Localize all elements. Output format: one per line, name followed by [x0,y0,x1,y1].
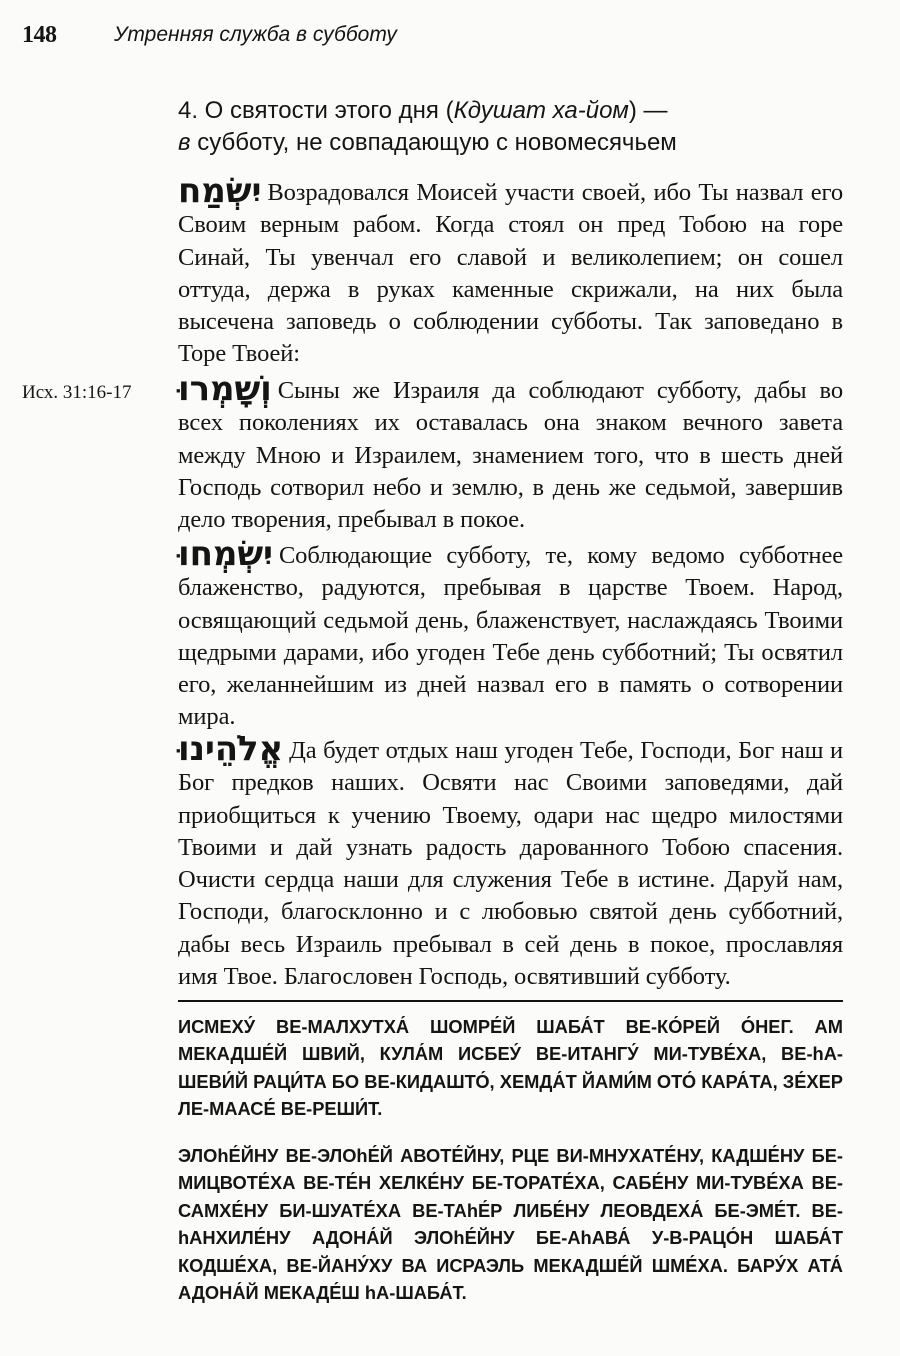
paragraph-text: Возрадовался Моисей участи своей, ибо Ты назвал его Своим верным рабом. Когда стоял он пред Тобою на горе Синай, Ты увенчал его славой и великолепием; он сошел оттуда, держа в руках каменные скрижали, на них была высечена заповедь о соблюдении субботы. Так заповедано в Торе Твоей: [178,179,843,368]
margin-reference: Исх. 31:16-17 [22,382,132,403]
hebrew-lead-word: יִשְׂמַח [178,171,262,211]
section-title [178,95,838,159]
section-title-start: 4. О святости этого дня ( [178,97,454,124]
transliteration-2: ЭЛОhЕ́ЙНУ ВЕ-ЭЛОhЕ́Й АВОТЕ́ЙНУ, РЦЕ ВИ-МНУХАТЕ́НУ, КАДШЕ́НУ БЕ-МИЦВОТЕ́ХА ВЕ-ТЕ́Н ХЕЛКЕ́НУ БЕ-ТОРАТЕ́ХА, САБЕ́НУ МИ-ТУВЕ́ХА ВЕ-САМХЕ́НУ БИ-ШУАТЕ́ХА ВЕ-ТАhЕ́Р ЛИБЕ́НУ ЛЕОВДЕХА́ БЕ-ЭМЕ́Т. ВЕ-hАНХИЛЕ́НУ АДОНА́Й ЭЛОhЕ́ЙНУ БЕ-АhАВА́ У-В-РАЦО́Н ШАБА́Т КОДШЕ́ХА, ВЕ-ЙАНУ́ХУ ВА ИСРАЭЛЬ МЕКАДШЕ́Й ШМЕ́ХА. БАРУ́Х АТА́ АДОНА́Й МЕКАДЕ́Ш hА-ШАБА́Т. [178,1145,843,1304]
paragraph-text: Сыны же Израиля да соблюдают субботу, дабы во всех поколениях их оставалась она знаком вечного завета между Мною и Израилем, знамением того, что в шесть дней Господь сотворил небо и землю, в день же седьмой, завершив дело творения, пребывал в покое. [178,377,843,534]
page-header [22,18,882,58]
hebrew-lead-word: אֱלֹהֵינוּ [178,729,284,769]
running-title: Утренняя служба в субботу [114,23,397,46]
paragraph-text: Соблюдающие субботу, те, кому ведомо субботнее блаженство, радуются, пребывая в царстве Твоем. Народ, освящающий седьмой день, блаженствует, наслаждаясь Твоими щедрыми дарами, ибо угоден Тебе день субботний; Ты освятил его, желаннейшим из дней назвал его в память о сотворении мира. [178,542,843,731]
section-subtitle-italic: в [178,129,191,156]
page-number: 148 [22,22,57,48]
paragraph-3 [178,534,843,734]
section-subtitle: субботу, не совпадающую с новомесячьем [190,129,677,156]
section-divider [178,1000,843,1002]
paragraph-2 [178,369,843,536]
paragraph-1 [178,171,843,371]
paragraph-4 [178,729,843,993]
section-title-end: ) — [628,97,668,124]
paragraph-text: Да будет отдых наш угоден Тебе, Господи, Бог наш и Бог предков наших. Освяти нас Своими заповедями, дай приобщиться к учению Твоему, одари нас щедро милостями Твоими и дай узнать радость дарованного Тобою спасения. Очисти сердца наши для служения Тебе в истине. Даруй нам, Господи, благосклонно и с любовью святой день субботний, дабы весь Израиль пребывал в сей день в покое, прославляя имя Твое. Благословен Господь, освятивший субботу. [178,737,843,991]
transliteration-1: ИСМЕХУ́ ВЕ-МАЛХУТХА́ ШОМРЕ́Й ШАБА́Т ВЕ-КО́РЕЙ О́НЕГ. АМ МЕКАДШЕ́Й ШВИЙ, КУЛА́М ИСБЕУ́ ВЕ-ИТАНГУ́ МИ-ТУВЕ́ХА, ВЕ-hА-ШЕВИ́Й РАЦИ́ТА БО ВЕ-КИДАШТО́, ХЕМДА́Т ЙАМИ́М ОТО́ КАРА́ТА, ЗЕ́ХЕР ЛЕ-МААСЕ́ ВЕ-РЕШИ́Т. [178,1016,843,1120]
hebrew-lead-word: יִשְׂמְחוּ [178,534,273,574]
hebrew-lead-word: וְשָׁמְרוּ [178,369,272,409]
section-title-hebrew-name: Кдушат ха-йом [453,97,629,124]
